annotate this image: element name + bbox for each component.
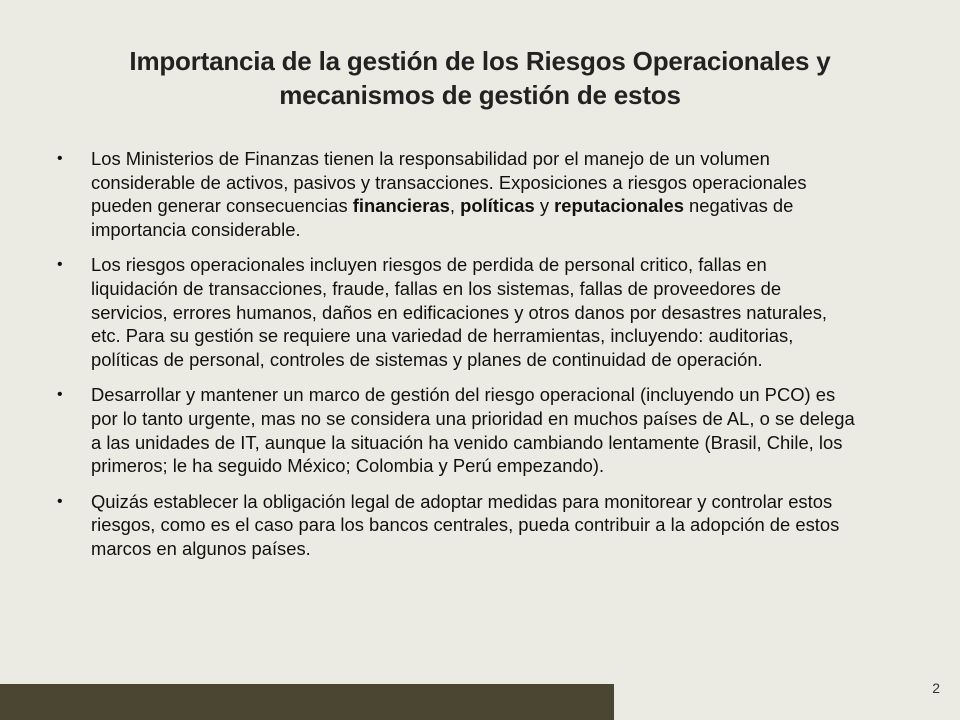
bullet-item-2 [57,253,857,371]
slide-title-line-1: Importancia de la gestión de los Riesgos Operacionales y [129,46,831,76]
bullet-text-part: y [534,195,555,217]
page-number: 2 [932,680,940,696]
bullet-icon: • [57,386,63,404]
bullet-text-part: Los Ministerios de Finanzas tienen la responsabilidad por el manejo de un volumen considerable de activos, pasivos y transacciones. Exposiciones a riesgos operacionales pueden generar consecuencias [91,148,807,217]
slide-title [60,44,900,112]
bullet-item-3 [57,383,857,477]
bullet-text-part: negativas de importancia considerable. [91,195,794,240]
bullet-text: Desarrollar y mantener un marco de gestión del riesgo operacional (incluyendo un PCO) es por lo tanto urgente, mas no se considera una prioridad en muchos países de AL, o se delega a las unidades de IT, aunque la situación ha venido cambiando lentamente (Brasil, Chile, los primeros; le ha seguido México; Colombia y Perú empezando). [91,384,855,477]
bold-term-politicas: políticas [460,195,535,217]
bullet-item-4 [57,490,857,561]
bullet-icon: • [57,492,63,510]
bullet-icon: • [57,150,63,167]
bullet-text [91,148,807,240]
bullet-item-1 [57,147,857,241]
bold-term-financieras: financieras [352,195,450,217]
bullet-list [57,147,857,573]
bullet-icon: • [57,256,63,274]
bold-term-reputacionales: reputacionales [554,195,684,217]
bullet-text: Los riesgos operacionales incluyen riesgos de perdida de personal critico, fallas en liquidación de transacciones, fraude, fallas en los sistemas, fallas de proveedores de servicios, errores humanos, daños en edificaciones y otros danos por desastres naturales, etc. Para su gestión se requiere una variedad de herramientas, incluyendo: auditorias, políticas de personal, controles de sistemas y planes de continuidad de operación. [91,254,828,370]
footer-bar [0,684,614,720]
bullet-text-part: , [449,195,461,217]
slide-title-line-2: mecanismos de gestión de estos [279,80,681,110]
bullet-text: Quizás establecer la obligación legal de adoptar medidas para monitorear y controlar estos riesgos, como es el caso para los bancos centrales, pueda contribuir a la adopción de estos marcos en algunos países. [91,490,840,559]
